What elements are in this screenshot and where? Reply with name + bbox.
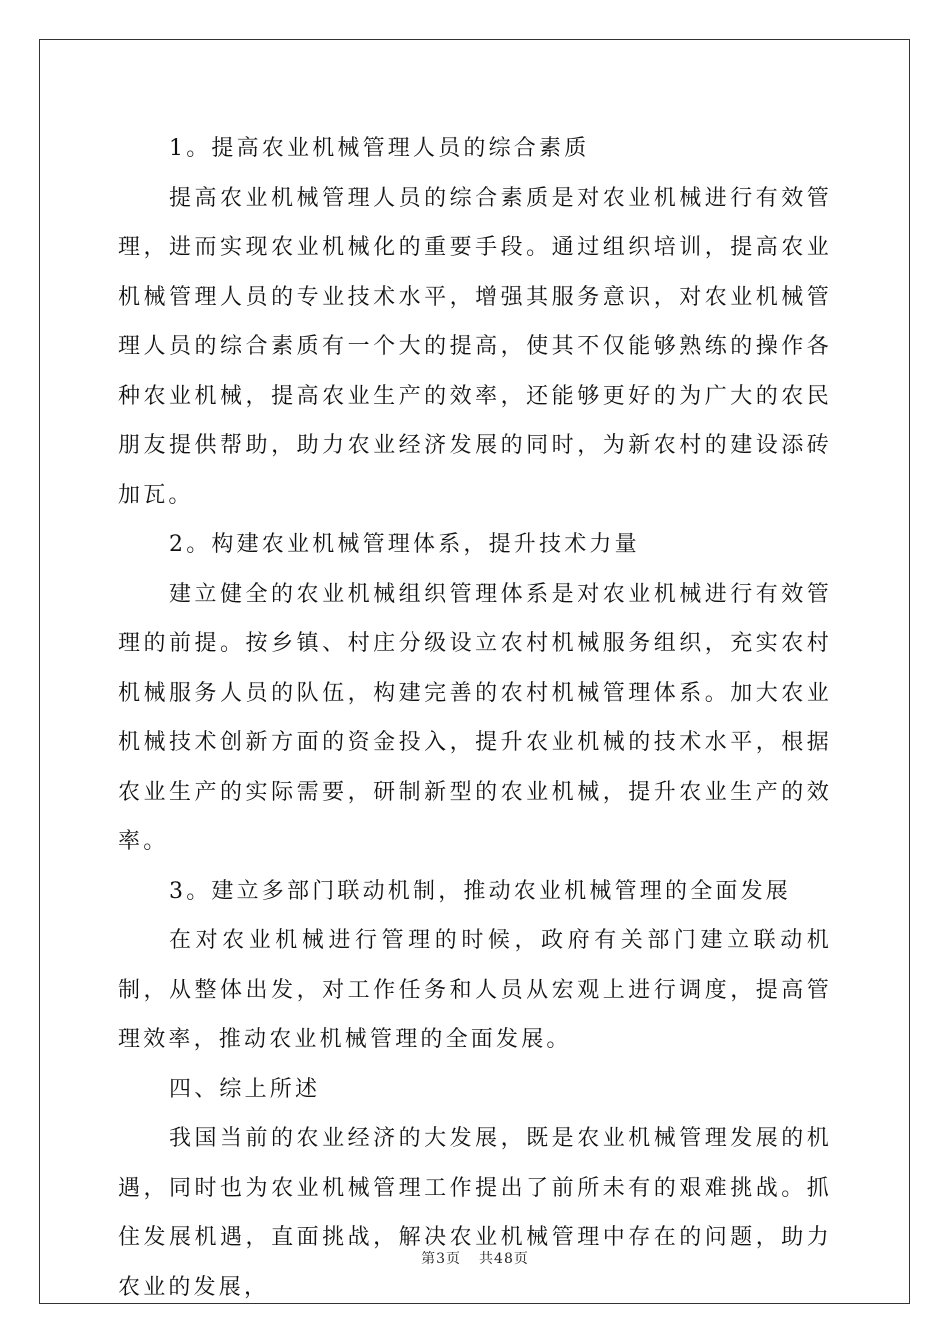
paragraph-4: 我国当前的农业经济的大发展，既是农业机械管理发展的机遇，同时也为农业机械管理工作提出了前所未有的艰难挑战。抓住发展机遇，直面挑战，解决农业机械管理中存在的问题，助力农业的发展， xyxy=(118,1126,832,1300)
paragraph-3: 在对农业机械进行管理的时候，政府有关部门建立联动机制，从整体出发，对工作任务和人员从宏观上进行调度，提高管理效率，推动农业机械管理的全面发展。 xyxy=(118,928,832,1052)
total-pages: 共48页 xyxy=(479,1251,529,1267)
page-footer xyxy=(0,1248,950,1268)
section-heading-4: 四、综上所述 xyxy=(169,1076,321,1102)
section-heading-2: 2。构建农业机械管理体系，提升技术力量 xyxy=(169,532,640,557)
paragraph-1: 提高农业机械管理人员的综合素质是对农业机械进行有效管理，进而实现农业机械化的重要手段。通过组织培训，提高农业机械管理人员的专业技术水平，增强其服务意识，对农业机械管理人员的综合素质有一个大的提高，使其不仅能够熟练的操作各种农业机械，提高农业生产的效率，还能够更好的为广大的农民朋友提供帮助，助力农业经济发展的同时，为新农村的建设添砖加瓦。 xyxy=(118,185,832,508)
section-heading-3: 3。建立多部门联动机制，推动农业机械管理的全面发展 xyxy=(169,878,791,904)
section-heading-1: 1。提高农业机械管理人员的综合素质 xyxy=(169,136,590,161)
paragraph-2: 建立健全的农业机械组织管理体系是对农业机械进行有效管理的前提。按乡镇、村庄分级设立农村机械服务组织，充实农村机械服务人员的队伍，构建完善的农村机械管理体系。加大农业机械技术创新方面的资金投入，提升农业机械的技术水平，根据农业生产的实际需要，研制新型的农业机械，提升农业生产的效率。 xyxy=(118,581,832,854)
document-body xyxy=(118,124,832,1312)
page-number: 第3页 xyxy=(421,1251,462,1267)
